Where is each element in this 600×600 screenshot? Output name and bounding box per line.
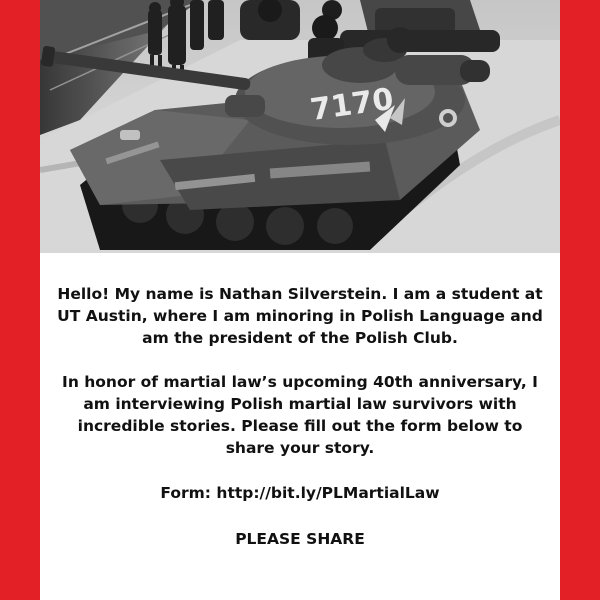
tank-photo (40, 0, 560, 253)
please-share-label: PLEASE SHARE (235, 530, 365, 548)
form-link-line[interactable]: Form: http://bit.ly/PLMartialLaw (160, 484, 440, 502)
anniversary-paragraph: In honor of martial law’s upcoming 40th anniversary, I am interviewing Polish martial law survivors with incredible stories. Please fill out the form below to share your story. (62, 373, 538, 457)
message-text-block (40, 283, 560, 550)
intro-paragraph: Hello! My name is Nathan Silverstein. I am a student at UT Austin, where I am minoring in Polish Language and am the president of the Polish Club. (57, 285, 543, 347)
